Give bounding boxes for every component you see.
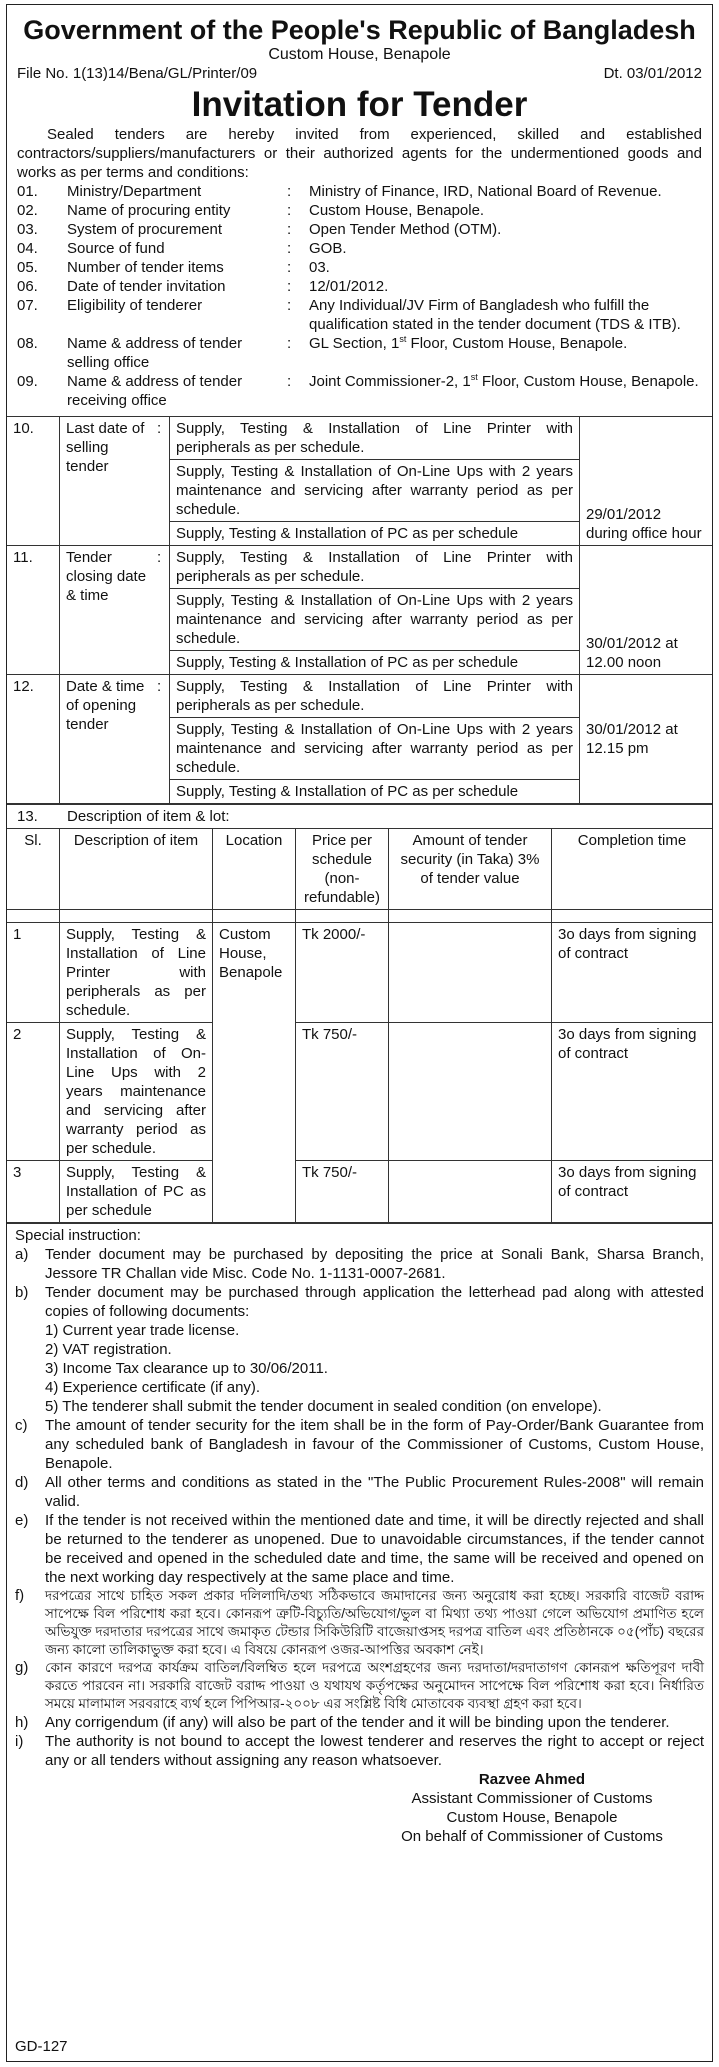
item-sl: 2	[7, 1023, 60, 1161]
info-number: 05.	[17, 259, 38, 276]
info-row: 06. Date of tender invitation : 12/01/2012.	[7, 277, 712, 296]
info-label: Date of tender invitation	[67, 278, 226, 295]
info-row: 02. Name of procuring entity : Custom House, Benapole.	[7, 201, 712, 220]
info-number: 03.	[17, 221, 38, 238]
instruction-a: a) Tender document may be purchased by depositing the price at Sonali Bank, Sharsa Branch, Jessore TR Challan vide Misc. Code No. 1-1131-0007-2681.	[15, 1246, 704, 1282]
item-sl: 3	[7, 1161, 60, 1223]
signatory-designation: Assistant Commissioner of Customs	[411, 1790, 653, 1807]
info-value: Any Individual/JV Firm of Bangladesh who fulfill the qualification stated in the tender document (TDS & ITB).	[309, 297, 681, 333]
item-description: Supply, Testing & Installation of Line Printer with peripherals as per schedule.	[60, 923, 213, 1023]
info-row: 04. Source of fund : GOB.	[7, 239, 712, 258]
info-label: Eligibility of tenderer	[67, 297, 203, 314]
schedule-item: Supply, Testing & Installation of On-Line Ups with 2 years maintenance and servicing after warranty period as per schedule.	[170, 718, 580, 780]
notice-date: Dt. 03/01/2012	[603, 65, 702, 82]
info-row: 05. Number of tender items : 03.	[7, 258, 712, 277]
info-label: Source of fund	[67, 240, 165, 257]
file-number: File No. 1(13)14/Bena/GL/Printer/09	[17, 65, 258, 82]
column-header: Completion time	[552, 829, 713, 910]
schedule-item: Supply, Testing & Installation of PC as per schedule	[170, 780, 580, 804]
schedule-row: 10. Last date of selling tender : Supply, Testing & Installation of Line Printer with peripherals as per schedule. 29/01/2012 during office hour	[7, 417, 712, 460]
schedule-row: 11. Tender closing date & time : Supply, Testing & Installation of Line Printer with peripherals as per schedule. 30/01/2012 at 12.00 noon	[7, 546, 712, 589]
schedule-item: Supply, Testing & Installation of On-Line Ups with 2 years maintenance and servicing after warranty period as per schedule.	[170, 460, 580, 522]
items-table	[7, 828, 712, 1223]
signature-block	[382, 1770, 682, 1846]
schedule-item: Supply, Testing & Installation of PC as per schedule	[170, 522, 580, 546]
item-completion: 3o days from signing of contract	[552, 923, 713, 1023]
list-item: 3) Income Tax clearance up to 30/06/2011.	[45, 1360, 328, 1377]
instruction-c: c) The amount of tender security for the item shall be in the form of Pay-Order/Bank Guarantee from any scheduled bank of Bangladesh in favour of the Commissioner of Customs, Custom House, Benapole.	[15, 1417, 704, 1472]
schedule-label: Last date of selling tender	[60, 417, 156, 546]
info-value: GL Section, 1st Floor, Custom House, Benapole.	[309, 334, 628, 352]
info-list	[7, 182, 712, 410]
instruction-d: d) All other terms and conditions as stated in the "The Public Procurement Rules-2008" will remain valid.	[15, 1474, 704, 1510]
footer-code: GD-127	[15, 2038, 68, 2055]
item-price: Tk 750/-	[296, 1161, 389, 1223]
info-row: 07. Eligibility of tenderer : Any Individual/JV Firm of Bangladesh who fulfill the qualification stated in the tender document (TDS & ITB).	[7, 296, 712, 334]
info-label: Number of tender items	[67, 259, 224, 276]
instruction-f: f) দরপত্রের সাথে চাহিত সকল প্রকার দলিলাদি/তথ্য সঠিকভাবে জমাদানের জন্য অনুরোধ করা হচ্ছে। সরকারি বাজেট বরাদ্দ সাপেক্ষে বিল পরিশোধ করা হবে। কোনরূপ ত্রুটি-বিচ্যুতি/অভিযোগ/ভুল বা মিথ্যা তথ্য পাওয়া গেলে অভিযোগ প্রমাণিত হলে অভিযুক্ত দরদাতার দরপত্রের সাথে জমাকৃত টেন্ডার সিকিউরিটি বাজেয়াপ্তসহ দরপত্র বাতিল এবং প্রতিষ্ঠানকে ০৫(পাঁচ) বছরের জন্য কালো তালিকাভুক্ত করা হবে। এ বিষয়ে কোনরূপ ওজর-আপত্তির অবকাশ নেই।	[15, 1587, 704, 1657]
signatory-name: Razvee Ahmed	[478, 1771, 586, 1788]
schedule-label: Tender closing date & time	[60, 546, 156, 675]
description-header	[7, 804, 712, 828]
description-title: Description of item & lot:	[67, 808, 230, 825]
item-price: Tk 2000/-	[296, 923, 389, 1023]
info-value: Ministry of Finance, IRD, National Board of Revenue.	[309, 183, 662, 200]
item-location: Custom House, Benapole	[213, 923, 296, 1223]
info-label: System of procurement	[67, 221, 223, 238]
description-number: 13.	[17, 808, 38, 825]
column-header: Location	[213, 829, 296, 910]
list-item: 4) Experience certificate (if any).	[45, 1379, 261, 1396]
column-header: Sl.	[7, 829, 60, 910]
signatory-behalf: On behalf of Commissioner of Customs	[401, 1828, 663, 1845]
schedule-row: 12. Date & time of opening tender : Supply, Testing & Installation of Line Printer with peripherals as per schedule. 30/01/2012 at 12.15 pm	[7, 675, 712, 718]
info-value: GOB.	[309, 240, 347, 257]
schedule-table	[7, 416, 712, 804]
info-value: 12/01/2012.	[309, 278, 389, 295]
column-header: Description of item	[60, 829, 213, 910]
info-row: 01. Ministry/Department : Ministry of Finance, IRD, National Board of Revenue.	[7, 182, 712, 201]
info-row: 03. System of procurement : Open Tender Method (OTM).	[7, 220, 712, 239]
item-price: Tk 750/-	[296, 1023, 389, 1161]
item-security	[389, 1023, 552, 1161]
column-header: Amount of tender security (in Taka) 3% of tender value	[389, 829, 552, 910]
table-row	[7, 1023, 712, 1161]
info-value: Custom House, Benapole.	[309, 202, 485, 219]
item-sl: 1	[7, 923, 60, 1023]
info-label: Ministry/Department	[67, 183, 202, 200]
info-label: Name & address of tender receiving office	[67, 373, 243, 409]
info-number: 08.	[17, 335, 38, 352]
schedule-number: 11.	[7, 546, 60, 675]
info-number: 06.	[17, 278, 38, 295]
table-row	[7, 910, 712, 923]
special-heading: Special instruction:	[15, 1227, 141, 1244]
list-item: 5) The tenderer shall submit the tender document in sealed condition (on envelope).	[45, 1398, 602, 1415]
tender-notice	[6, 4, 713, 2062]
info-label: Name of procuring entity	[67, 202, 231, 219]
item-security	[389, 923, 552, 1023]
instruction-h: h) Any corrigendum (if any) will also be part of the tender and it will be binding upon the tenderer.	[15, 1714, 670, 1731]
table-row	[7, 923, 712, 1023]
item-security	[389, 1161, 552, 1223]
reference-line	[7, 65, 712, 83]
document-list	[45, 1321, 704, 1416]
info-value: Open Tender Method (OTM).	[309, 221, 502, 238]
item-description: Supply, Testing & Installation of PC as per schedule	[60, 1161, 213, 1223]
schedule-item: Supply, Testing & Installation of PC as per schedule	[170, 651, 580, 675]
signatory-office: Custom House, Benapole	[446, 1809, 618, 1826]
schedule-item: Supply, Testing & Installation of Line Printer with peripherals as per schedule.	[170, 675, 580, 718]
list-item: 1) Current year trade license.	[45, 1322, 240, 1339]
government-title: Government of the People's Republic of Bangladesh	[23, 15, 696, 45]
schedule-item: Supply, Testing & Installation of Line Printer with peripherals as per schedule.	[170, 546, 580, 589]
table-row	[7, 1161, 712, 1223]
schedule-item: Supply, Testing & Installation of On-Line Ups with 2 years maintenance and servicing after warranty period as per schedule.	[170, 589, 580, 651]
intro-paragraph: Sealed tenders are hereby invited from experienced, skilled and established contractors/suppliers/manufacturers or their authorized agents for the undermentioned goods and works as per terms and conditions:	[17, 126, 702, 181]
info-value: 03.	[309, 259, 330, 276]
info-number: 07.	[17, 297, 38, 314]
schedule-label: Date & time of opening tender	[60, 675, 156, 804]
item-completion: 3o days from signing of contract	[552, 1161, 713, 1223]
info-label: Name & address of tender selling office	[67, 335, 243, 371]
info-number: 04.	[17, 240, 38, 257]
info-value: Joint Commissioner-2, 1st Floor, Custom House, Benapole.	[309, 372, 699, 390]
items-header-row	[7, 829, 712, 910]
info-row: 09. Name & address of tender receiving office : Joint Commissioner-2, 1st Floor, Custom House, Benapole.	[7, 372, 712, 410]
schedule-number: 12.	[7, 675, 60, 804]
office-subtitle: Custom House, Benapole	[268, 46, 451, 63]
special-instructions	[7, 1223, 712, 1770]
schedule-date: 30/01/2012 at 12.15 pm	[580, 675, 713, 804]
schedule-number: 10.	[7, 417, 60, 546]
column-header: Price per schedule (non-refundable)	[296, 829, 389, 910]
item-completion: 3o days from signing of contract	[552, 1023, 713, 1161]
instruction-g: g) কোন কারণে দরপত্র কার্যক্রম বাতিল/বিলম্বিত হলে দরপত্রে অংশগ্রহণের জন্য দরদাতা/দরদাতাগণ কোনরূপ ক্ষতিপূরণ দাবী করতে পারবেন না। সরকারি বাজেট বরাদ্দ পাওয়া ও যথাযথ কর্তৃপক্ষের অনুমোদন সাপেক্ষে বিল পরিশোধ করা হবে। নির্ধারিত সময়ে মালামাল সরবরাহে ব্যর্থ হলে পিপিআর-২০০৮ এর সংশ্লিষ্ট বিধি মোতাবেক ব্যবস্থা গ্রহণ করা হবে।	[15, 1659, 704, 1711]
document-title: Invitation for Tender	[191, 85, 528, 124]
list-item: 2) VAT registration.	[45, 1341, 172, 1358]
info-row: 08. Name & address of tender selling office : GL Section, 1st Floor, Custom House, Benapole.	[7, 334, 712, 372]
item-description: Supply, Testing & Installation of On-Line Ups with 2 years maintenance and servicing after warranty period as per schedule.	[60, 1023, 213, 1161]
schedule-date: 30/01/2012 at 12.00 noon	[580, 546, 713, 675]
instruction-i: i) The authority is not bound to accept the lowest tenderer and reserves the right to accept or reject any or all tenders without assigning any reason whatsoever.	[15, 1733, 704, 1769]
instruction-b: b) Tender document may be purchased through application the letterhead pad along with attested copies of following documents: 1) Current year trade license. 2) VAT registration. 3) Income Tax clearance up to 30/06/2011. 4) Experience certificate (if any). 5) The tenderer shall submit the tender document in sealed condition (on envelope).	[15, 1284, 704, 1415]
info-number: 09.	[17, 373, 38, 390]
instruction-e: e) If the tender is not received within the mentioned date and time, it will be directly rejected and shall be returned to the tenderer as unopened. Due to unavoidable circumstances, if the tender cannot be received and opened in the scheduled date and time, the same will be received and opened on the next working day respectively at the same place and time.	[15, 1512, 704, 1586]
schedule-item: Supply, Testing & Installation of Line Printer with peripherals as per schedule.	[170, 417, 580, 460]
info-number: 01.	[17, 183, 38, 200]
schedule-date: 29/01/2012 during office hour	[580, 417, 713, 546]
info-number: 02.	[17, 202, 38, 219]
